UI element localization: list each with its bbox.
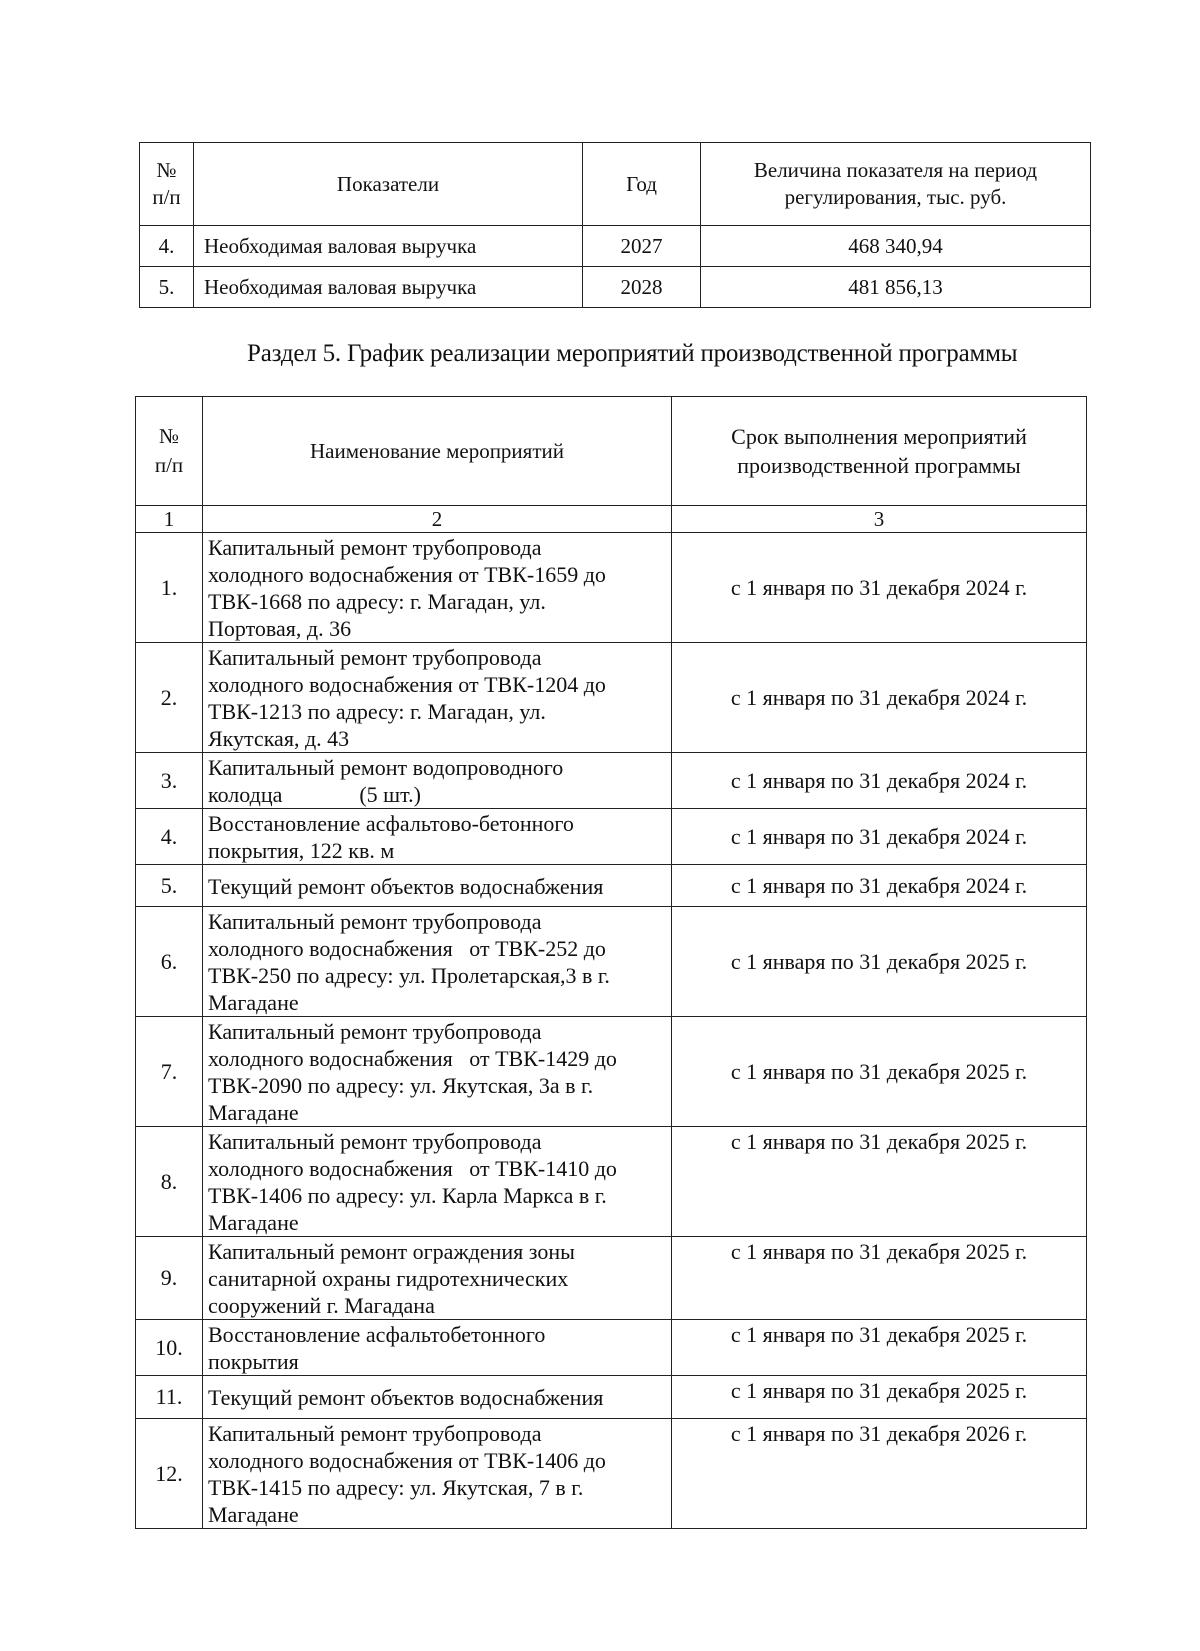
row-value: 468 340,94 xyxy=(701,226,1091,267)
table-row xyxy=(136,1320,1087,1376)
row-term: с 1 января по 31 декабря 2025 г. xyxy=(672,1320,1087,1376)
row-activity: Капитальный ремонт трубопровода холодного водоснабжения от ТВК-1429 до ТВК-2090 по адресу: ул. Якутская, 3а в г. Магадане xyxy=(203,1017,672,1127)
row-term: с 1 января по 31 декабря 2025 г. xyxy=(672,1127,1087,1237)
indicators-header-row xyxy=(140,143,1091,226)
table-row xyxy=(136,809,1087,865)
row-num: 10. xyxy=(136,1320,203,1376)
column-index: 2 xyxy=(203,506,672,533)
row-activity: Капитальный ремонт трубопровода холодного водоснабжения от ТВК-1406 до ТВК-1415 по адресу: ул. Якутская, 7 в г. Магадане xyxy=(203,1419,672,1529)
table-row xyxy=(136,1237,1087,1320)
table-row xyxy=(140,267,1091,308)
row-activity: Текущий ремонт объектов водоснабжения xyxy=(203,1376,672,1419)
row-activity: Капитальный ремонт трубопровода холодного водоснабжения от ТВК-252 до ТВК-250 по адресу: ул. Пролетарская,3 в г. Магадане xyxy=(203,907,672,1017)
row-term: с 1 января по 31 декабря 2024 г. xyxy=(672,533,1087,643)
row-activity: Восстановление асфальтобетонного покрытия xyxy=(203,1320,672,1376)
row-num: 6. xyxy=(136,907,203,1017)
row-activity: Капитальный ремонт ограждения зоны санитарной охраны гидротехнических сооружений г. Магадана xyxy=(203,1237,672,1320)
table-row xyxy=(136,643,1087,753)
row-num: 4. xyxy=(136,809,203,865)
row-value: 481 856,13 xyxy=(701,267,1091,308)
row-num: 5. xyxy=(140,267,194,308)
column-index: 1 xyxy=(136,506,203,533)
row-term: с 1 января по 31 декабря 2025 г. xyxy=(672,1017,1087,1127)
row-num: 9. xyxy=(136,1237,203,1320)
header-activity-name: Наименование мероприятий xyxy=(203,397,672,506)
row-num: 3. xyxy=(136,753,203,809)
schedule-table xyxy=(135,396,1087,1529)
header-value: Величина показателя на период регулирования, тыс. руб. xyxy=(701,143,1091,226)
row-activity: Восстановление асфальтово-бетонного покрытия, 122 кв. м xyxy=(203,809,672,865)
table-row xyxy=(140,226,1091,267)
row-num: 4. xyxy=(140,226,194,267)
row-term: с 1 января по 31 декабря 2025 г. xyxy=(672,907,1087,1017)
row-activity: Капитальный ремонт водопроводного колодца (5 шт.) xyxy=(203,753,672,809)
row-term: с 1 января по 31 декабря 2026 г. xyxy=(672,1419,1087,1529)
row-year: 2027 xyxy=(583,226,701,267)
row-activity: Капитальный ремонт трубопровода холодного водоснабжения от ТВК-1659 до ТВК-1668 по адресу: г. Магадан, ул. Портовая, д. 36 xyxy=(203,533,672,643)
schedule-header-row xyxy=(136,397,1087,506)
section-title: Раздел 5. График реализации мероприятий производственной программы xyxy=(247,340,1018,367)
row-activity: Капитальный ремонт трубопровода холодного водоснабжения от ТВК-1410 до ТВК-1406 по адресу: ул. Карла Маркса в г. Магадане xyxy=(203,1127,672,1237)
row-num: 7. xyxy=(136,1017,203,1127)
header-num: № п/п xyxy=(136,397,203,506)
header-num: № п/п xyxy=(140,143,194,226)
table-row xyxy=(136,1017,1087,1127)
row-name: Необходимая валовая выручка xyxy=(194,267,583,308)
row-term: с 1 января по 31 декабря 2024 г. xyxy=(672,753,1087,809)
column-index: 3 xyxy=(672,506,1087,533)
row-num: 12. xyxy=(136,1419,203,1529)
row-num: 1. xyxy=(136,533,203,643)
table-row xyxy=(136,865,1087,907)
row-year: 2028 xyxy=(583,267,701,308)
row-term: с 1 января по 31 декабря 2024 г. xyxy=(672,809,1087,865)
row-activity: Капитальный ремонт трубопровода холодного водоснабжения от ТВК-1204 до ТВК-1213 по адресу: г. Магадан, ул. Якутская, д. 43 xyxy=(203,643,672,753)
row-num: 2. xyxy=(136,643,203,753)
column-index-row xyxy=(136,506,1087,533)
table-row xyxy=(136,1419,1087,1529)
header-term: Срок выполнения мероприятий производственной программы xyxy=(672,397,1087,506)
row-term: с 1 января по 31 декабря 2025 г. xyxy=(672,1237,1087,1320)
table-row xyxy=(136,1127,1087,1237)
table-row xyxy=(136,533,1087,643)
table-row xyxy=(136,1376,1087,1419)
row-num: 8. xyxy=(136,1127,203,1237)
indicators-table xyxy=(139,142,1091,308)
row-term: с 1 января по 31 декабря 2024 г. xyxy=(672,643,1087,753)
table-row xyxy=(136,753,1087,809)
row-term: с 1 января по 31 декабря 2025 г. xyxy=(672,1376,1087,1419)
row-activity: Текущий ремонт объектов водоснабжения xyxy=(203,865,672,907)
row-name: Необходимая валовая выручка xyxy=(194,226,583,267)
header-indicators: Показатели xyxy=(194,143,583,226)
row-num: 11. xyxy=(136,1376,203,1419)
table-row xyxy=(136,907,1087,1017)
row-term: с 1 января по 31 декабря 2024 г. xyxy=(672,865,1087,907)
header-year: Год xyxy=(583,143,701,226)
row-num: 5. xyxy=(136,865,203,907)
